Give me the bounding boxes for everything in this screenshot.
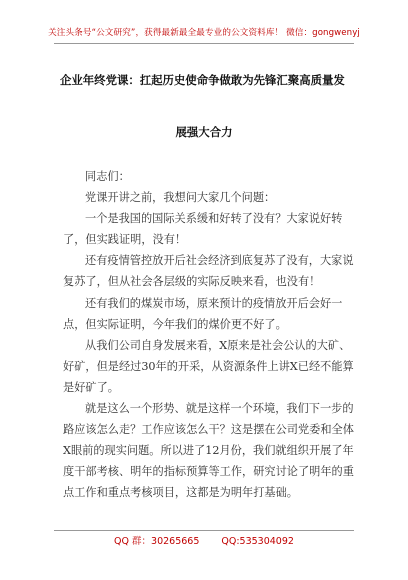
document-title-line-1: 企业年终党课：扛起历史使命争做敢为先锋汇聚高质量发 <box>60 73 345 87</box>
footer-qq: QQ:535304092 <box>221 536 294 547</box>
salutation: 同志们： <box>85 170 130 183</box>
footer <box>0 533 408 547</box>
body-paragraph: 还有疫情管控放开后社会经济到底复苏了没有，大家说复苏了，但从社会各层级的实际反映来看，也没有！ <box>63 254 354 289</box>
body-paragraph: 党课开讲之前，我想问大家几个问题： <box>85 191 276 205</box>
body-paragraph: 从我们公司自身发展来看，X原来是社会公认的大矿、好矿，但是经过30年的开采，从资源条件上讲X已经不能算是好矿了。 <box>63 338 354 394</box>
body-paragraph: 还有我们的煤炭市场，原来预计的疫情放开后会好一点，但实际证明，今年我们的煤价更不好了。 <box>63 296 343 331</box>
header-note: 关注头条号“公文研究”，获得最新最全最专业的公文资料库！ 微信：gongwenyj <box>48 28 360 38</box>
body-paragraph: 一个是我国的国际关系缓和好转了没有？大家说好转了，但实践证明，没有！ <box>63 212 343 247</box>
document-body <box>63 166 359 504</box>
document-title-line-2: 展强大合力 <box>175 125 233 139</box>
header-divider <box>54 43 354 44</box>
footer-qq-group: QQ 群：30265665 <box>114 536 200 547</box>
body-paragraph: 就是这么一个形势、就是这样一个环境，我们下一步的路应该怎么走？工作应该怎么干？这是摆在公司党委和全体X眼前的现实问题。所以进了12月份，我们就组织开展了年度干部考核、明年的指标预算等工作，研究讨论了明年的重点工作和重点考核项目，这都是为明年打基础。 <box>63 402 354 500</box>
footer-divider <box>54 530 354 531</box>
